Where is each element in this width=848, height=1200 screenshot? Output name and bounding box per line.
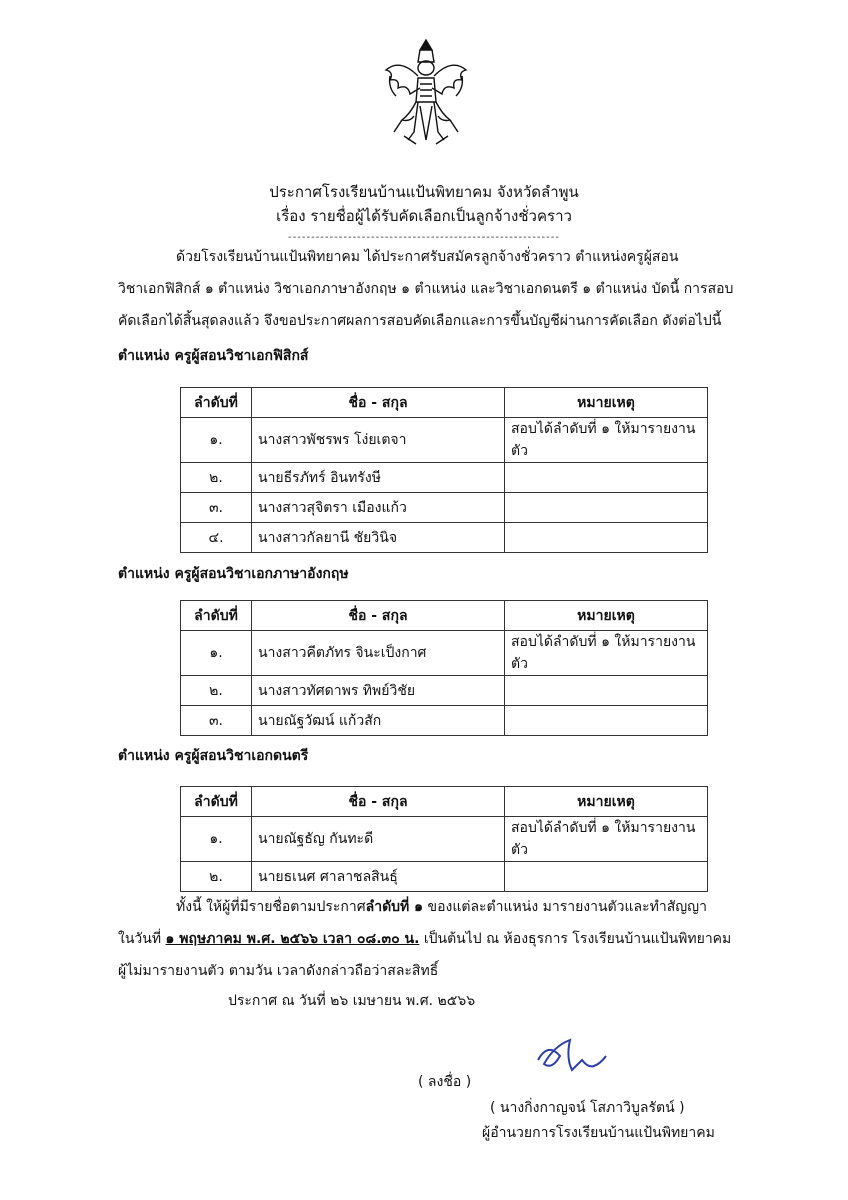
sign-label: ( ลงชื่อ ) xyxy=(418,1074,472,1090)
closing-emphasis-date: ๑ พฤษภาคม พ.ศ. ๒๕๖๖ เวลา ๐๘.๓๐ น. xyxy=(165,931,420,947)
closing-emphasis-rank: ลำดับที่ ๑ xyxy=(365,899,424,915)
row-no: ๒. xyxy=(181,676,252,706)
table-row xyxy=(181,523,708,553)
signer-title: ผู้อำนวยการโรงเรียนบ้านแป้นพิทยาคม xyxy=(482,1125,715,1141)
announcement-subject: เรื่อง รายชื่อผู้ได้รับคัดเลือกเป็นลูกจ้างชั่วคราว xyxy=(276,207,572,225)
table-row xyxy=(181,676,708,706)
signer-name: ( นางกิ่งกาญจน์ โสภาวิบูลรัตน์ ) xyxy=(490,1100,685,1116)
row-remark xyxy=(505,676,708,706)
row-remark xyxy=(505,706,708,736)
section-heading-physics: ตำแหน่ง ครูผู้สอนวิชาเอกฟิสิกส์ xyxy=(118,348,309,364)
col-remark-header: หมายเหตุ xyxy=(505,787,708,817)
col-no-header: ลำดับที่ xyxy=(181,388,252,418)
table-row xyxy=(181,817,708,862)
intro-paragraph xyxy=(118,241,770,337)
table-row xyxy=(181,463,708,493)
row-no: ๒. xyxy=(181,862,252,892)
closing-text-2a: ในวันที่ xyxy=(118,931,166,947)
row-name: นางสาวกัลยานี ชัยวินิจ xyxy=(252,523,505,553)
physics-table xyxy=(180,387,708,553)
intro-line-1: ด้วยโรงเรียนบ้านแป้นพิทยาคม ได้ประกาศรับสมัครลูกจ้างชั่วคราว ตำแหน่งครูผู้สอน xyxy=(176,249,679,265)
closing-text-1c: ของแต่ละตำแหน่ง มารายงานตัวและทำสัญญา xyxy=(423,899,707,915)
col-remark-header: หมายเหตุ xyxy=(505,601,708,631)
row-remark xyxy=(505,463,708,493)
row-name: นายณัฐวัฒน์ แก้วสัก xyxy=(252,706,505,736)
row-remark xyxy=(505,523,708,553)
row-no: ๑. xyxy=(181,817,252,862)
table-row xyxy=(181,862,708,892)
music-table xyxy=(180,786,708,892)
col-no-header: ลำดับที่ xyxy=(181,601,252,631)
row-no: ๓. xyxy=(181,493,252,523)
announcement-title: ประกาศโรงเรียนบ้านแป้นพิทยาคม จังหวัดลำพูน xyxy=(269,183,579,201)
closing-text-2c: เป็นต้นไป ณ ห้องธุรการ โรงเรียนบ้านแป้นพิทยาคม xyxy=(419,931,732,947)
row-no: ๒. xyxy=(181,463,252,493)
row-remark: สอบได้ลำดับที่ ๑ ให้มารายงานตัว xyxy=(505,418,708,463)
row-name: นางสาวคีตภัทร จินะเป็งกาศ xyxy=(252,631,505,676)
announce-date: ประกาศ ณ วันที่ ๒๖ เมษายน พ.ศ. ๒๕๖๖ xyxy=(228,993,476,1009)
row-no: ๔. xyxy=(181,523,252,553)
table-row xyxy=(181,493,708,523)
row-name: นายณัฐธัญ กันทะดี xyxy=(252,817,505,862)
col-remark-header: หมายเหตุ xyxy=(505,388,708,418)
table-header-row xyxy=(181,601,708,631)
table-row xyxy=(181,418,708,463)
col-name-header: ชื่อ - สกุล xyxy=(252,601,505,631)
signature-mark xyxy=(530,1034,610,1084)
row-no: ๑. xyxy=(181,418,252,463)
col-name-header: ชื่อ - สกุล xyxy=(252,388,505,418)
row-remark xyxy=(505,493,708,523)
row-name: นางสาวสุจิตรา เมืองแก้ว xyxy=(252,493,505,523)
title-divider: ----------------------------------------------------------- xyxy=(288,232,560,243)
closing-paragraph xyxy=(118,891,770,987)
garuda-emblem xyxy=(380,36,472,148)
row-remark xyxy=(505,862,708,892)
row-name: นายธเนศ ศาลาชลสินธุ์ xyxy=(252,862,505,892)
row-name: นางสาวทัศดาพร ทิพย์วิชัย xyxy=(252,676,505,706)
intro-line-2: วิชาเอกฟิสิกส์ ๑ ตำแหน่ง วิชาเอกภาษาอังกฤษ ๑ ตำแหน่ง และวิชาเอกดนตรี ๑ ตำแหน่ง บัดนี้ การสอบ xyxy=(118,281,734,297)
row-name: นายธีรภัทร์ อินทรังษี xyxy=(252,463,505,493)
col-no-header: ลำดับที่ xyxy=(181,787,252,817)
closing-text-3: ผู้ไม่มารายงานตัว ตามวัน เวลาดังกล่าวถือว่าสละสิทธิ์ xyxy=(118,963,439,979)
row-no: ๑. xyxy=(181,631,252,676)
table-header-row xyxy=(181,388,708,418)
table-row xyxy=(181,706,708,736)
row-remark: สอบได้ลำดับที่ ๑ ให้มารายงานตัว xyxy=(505,631,708,676)
english-table xyxy=(180,600,708,736)
row-name: นางสาวพัชรพร โง่ยเตจา xyxy=(252,418,505,463)
closing-text-1a: ทั้งนี้ ให้ผู้ที่มีรายชื่อตามประกาศ xyxy=(176,899,366,915)
intro-line-3: คัดเลือกได้สิ้นสุดลงแล้ว จึงขอประกาศผลการสอบคัดเลือกและการขึ้นบัญชีผ่านการคัดเลือก ดังต่อไปนี้ xyxy=(118,313,722,329)
row-no: ๓. xyxy=(181,706,252,736)
table-row xyxy=(181,631,708,676)
col-name-header: ชื่อ - สกุล xyxy=(252,787,505,817)
row-remark: สอบได้ลำดับที่ ๑ ให้มารายงานตัว xyxy=(505,817,708,862)
table-header-row xyxy=(181,787,708,817)
section-heading-music: ตำแหน่ง ครูผู้สอนวิชาเอกดนตรี xyxy=(118,748,309,764)
section-heading-english: ตำแหน่ง ครูผู้สอนวิชาเอกภาษาอังกฤษ xyxy=(118,566,349,582)
